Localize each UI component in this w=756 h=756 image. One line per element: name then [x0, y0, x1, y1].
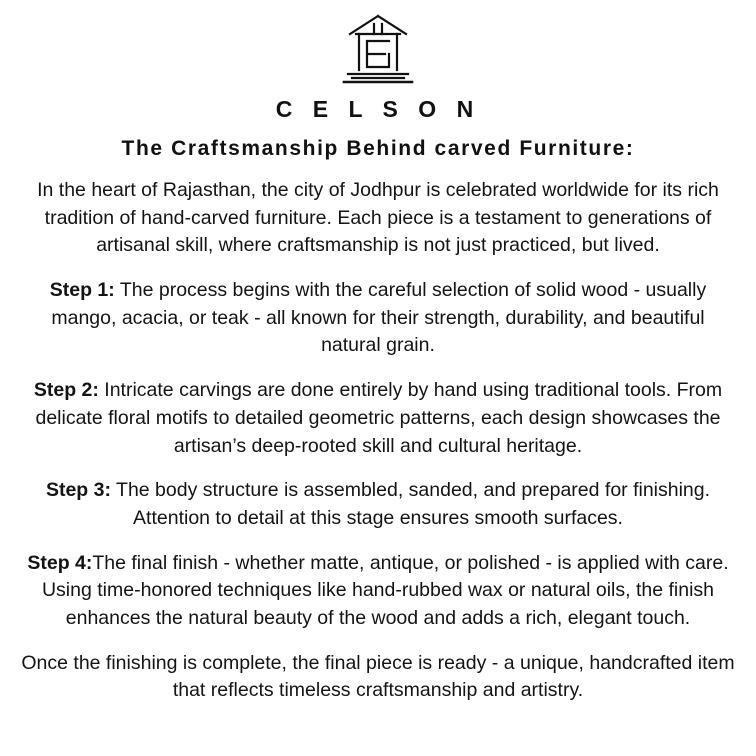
step-label: Step 2:	[33, 379, 99, 402]
brand-name: C E L S O N	[275, 96, 481, 122]
paragraph-text: Once the finishing is complete, the final piece is ready - a unique, handcrafted item that reflects timeless craftsmanship and artistry.	[21, 651, 735, 702]
step-label: Step 4:	[27, 551, 93, 574]
paragraph-text: Intricate carvings are done entirely by hand using traditional tools. From delicate floral motifs to detailed geometric patterns, each design showcases the artisan’s deep-rooted skill and cultural heritage.	[35, 379, 723, 457]
paragraph-text: The final finish - whether matte, antique, or polished - is applied with care. Using time-honored techniques like hand-rubbed wax or natural oils, the finish enhances the natural beauty of the wood and adds a rich, elegant touch.	[41, 551, 729, 629]
paragraph-step-4	[21, 550, 735, 633]
paragraph-closing	[21, 650, 735, 705]
paragraph-step-1	[21, 277, 735, 360]
paragraph-intro	[21, 177, 735, 260]
page-title: The Craftsmanship Behind carved Furniture:	[121, 137, 635, 160]
paragraph-text: In the heart of Rajasthan, the city of Jodhpur is celebrated worldwide for its rich tradition of hand-carved furniture. Each piece is a testament to generations of artisanal skill, where craftsmanship is not just practiced, but lived.	[37, 179, 719, 257]
paragraph-text: The body structure is assembled, sanded, and prepared for finishing. Attention to detail at this stage ensures smooth surfaces.	[110, 479, 711, 529]
step-label: Step 1:	[49, 279, 115, 302]
paragraph-text: The process begins with the careful selection of solid wood - usually mango, acacia, or teak - all known for their strength, durability, and beautiful natural grain.	[51, 279, 707, 357]
paragraph-step-2	[21, 377, 735, 460]
house-monogram-logo-icon	[330, 12, 426, 88]
step-label: Step 3:	[45, 479, 111, 502]
paragraph-step-3	[21, 477, 735, 532]
